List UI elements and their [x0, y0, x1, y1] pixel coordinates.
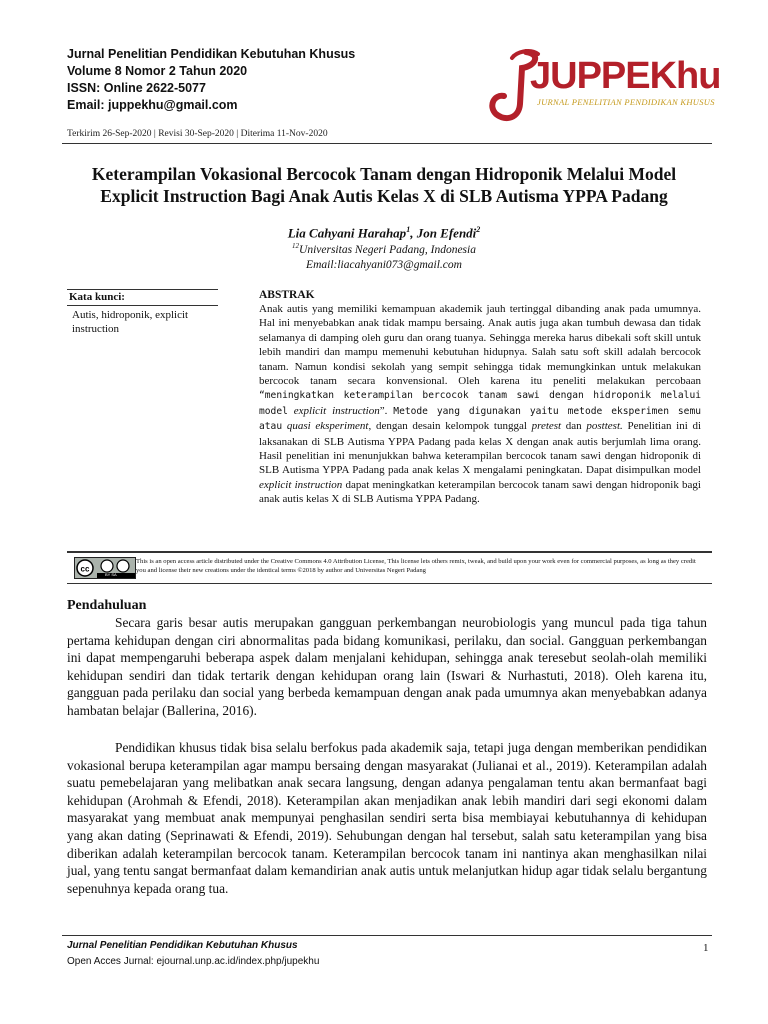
journal-name: Jurnal Penelitian Pendidikan Kebutuhan Khusus: [67, 47, 356, 61]
intro-paragraph-2: [67, 739, 707, 897]
author-2: Jon Efendi: [416, 225, 477, 241]
page-number: 1: [703, 942, 709, 954]
author-email: Email:liacahyani073@gmail.com: [306, 259, 462, 271]
paper-title: [60, 163, 708, 207]
abstract-body: [259, 302, 701, 507]
abstract-text-1: Anak autis yang memiliki kemampuan akademik jauh tertinggal dibanding anak pada umumnya. Hal ini menyebabkan anak tidak mampu bersaing. Anak autis juga akan tumbuh dewasa dan tidak selamanya di damping oleh guru dan orang tuanya. Sehingga mereka harus dibekali soft skill untuk lebih mandiri dan mampu memenuhi kebutuhan hidupnya. Salah satu soft skill adalah bercocok tanam. Namun kondisi sekolah yang sempit sehingga tidak memungkinkan untuk melakukan bercocok tanam secara konvensional. Oleh karena itu peneliti melakukan percobaan: [259, 303, 701, 388]
affiliation-name: Universitas Negeri Padang, Indonesia: [299, 243, 476, 256]
affiliation: [60, 242, 708, 256]
cc-badge-label: BY SA: [105, 572, 117, 577]
affiliation-sup: 12: [292, 242, 300, 250]
author-1: Lia Cahyani Harahap: [287, 225, 407, 241]
footer-url[interactable]: Open Acces Jurnal: ejournal.unp.ac.id/index.php/jupekhu: [67, 956, 320, 967]
intro-paragraph-1-text: Secara garis besar autis merupakan gangguan perkembangan neurobiologis yang muncul pada tiga tahun pertama kehidupan dengan ciri abnormalitas pada bidang komunikasi, perilaku, dan social. Gangguan perkembangan ini dapat mempengaruhi beberapa aspek dalam menjalani kehidupan, sehingga anak teresebut seolah-olah memiliki kehidupan sendiri dan tidak tertarik dengan kehidupan orang lain (Iswari & Nurhastuti, 2018). Oleh karena itu, gangguan pada perilaku dan social yang berbeda kemampuan dengan anak pada umumnya akan menyebabkan adanya hambatan belajar (Ballerina, 2016).: [67, 615, 707, 718]
svg-text:cc: cc: [80, 564, 90, 574]
cc-license-badge[interactable]: [74, 557, 136, 579]
logo-text: JUPPEKhu: [530, 55, 721, 97]
abstract-quote-end: ”.: [379, 404, 394, 417]
intro-paragraph-2-text: Pendidikan khusus tidak bisa selalu berfokus pada akademik saja, tetapi juga dengan memberikan pendidikan vokasional berupa keterampilan agar mampu bersaing dengan masyarakat (Julianai et al., 2019). Keterampilan adalah suatu pemebelajaran yang melibatkan anak secara langsung, dengan adanya pengalaman tentu akan bermanfaat bagi kehidupan (Arohmah & Efendi, 2018). Keterampilan akan menjadikan anak lebih mandiri dari segi ekonomi dalam masyarakat yang membuat anak mempunyai penghasilan sendiri serta bisa membiayai kebutuhannya di kehidupan yang akan dating (Seprinawati & Efendi, 2019). Sehubungan dengan hal tersebut, salah satu keterampilan yang bisa diberikan adalah keterampilan bercocok tanam. Keterampilan bercocok tanam ini nantinya akan menghasilkan nilai jual, yang tentu sangat bermanfaat dalam kemandirian anak autis untuk melanjutkan hidup agar tidak selalu bergantung sepenuhnya kepada orang tua.: [67, 740, 707, 896]
submission-dates: Terkirim 26-Sep-2020 | Revisi 30-Sep-2020 | Diterima 11-Nov-2020: [67, 129, 328, 139]
abstract-method: Metode yang digunakan yaitu metode eksperimen semu atau: [259, 405, 702, 433]
keywords-heading: Kata kunci:: [69, 291, 125, 303]
abstract-text-4: Penelitian ini di laksanakan di SLB Autisma YPPA Padang pada kelas X dengan anak autis berjumlah lima orang. Hasil penelitian ini menunjukkan bahwa keterampilan bercocok tanam sawi dengan hidroponik di SLB Autisma YPPA Padang pada anak kelas X mengalami peningkatan. Dapat disimpulkan model: [259, 420, 702, 477]
author-1-sup: 1: [406, 225, 411, 234]
abstract-text-5: dapat meningkatkan keterampilan bercocok tanam sawi dengan hidroponik bagi anak autis kelas X di SLB Autisma YPPA Padang.: [259, 478, 701, 506]
license-bottom-rule: [67, 583, 712, 584]
abstract-text-2: , dengan desain kelompok tunggal: [368, 420, 532, 433]
title-line-2: Explicit Instruction Bagi Anak Autis Kelas X di SLB Autisma YPPA Padang: [100, 186, 668, 206]
author-2-sup: 2: [476, 225, 481, 234]
title-line-1: Keterampilan Vokasional Bercocok Tanam dengan Hidroponik Melalui Model: [91, 164, 677, 184]
footer-divider: [62, 935, 712, 936]
journal-issn: ISSN: Online 2622-5077: [67, 81, 206, 95]
keywords-mid-rule: [67, 305, 218, 306]
author-list: [60, 225, 708, 241]
keywords-top-rule: [67, 289, 218, 290]
intro-paragraph-1: [67, 614, 707, 720]
license-top-rule: [67, 551, 712, 553]
keywords-text: Autis, hidroponik, explicit instruction: [72, 309, 189, 335]
abstract-italic-2: quasi eksperiment: [286, 420, 369, 433]
section-heading: Pendahuluan: [67, 598, 147, 613]
author-separator: ,: [410, 225, 417, 241]
abstract-heading: ABSTRAK: [259, 289, 315, 301]
journal-email: Email: juppekhu@gmail.com: [67, 98, 238, 112]
abstract-italic-3: pretest: [531, 420, 562, 433]
header-divider: [62, 143, 712, 144]
abstract-text-3: dan: [561, 420, 587, 433]
journal-volume: Volume 8 Nomor 2 Tahun 2020: [67, 64, 248, 78]
license-text: This is an open access article distributed under the Creative Commons 4.0 Attribution License, This license lets others remix, tweak, and build upon your work even for commercial purposes, as long as they credit you and license their new creations under the identical terms ©2018 by author and Universitas Negeri Padang: [136, 558, 696, 574]
abstract-quote: “meningkatkan keterampilan bercocok tanam sawi dengan hidroponik melalui model: [259, 390, 701, 417]
logo-subtitle: JURNAL PENELITIAN PENDIDIKAN KHUSUS: [537, 97, 715, 107]
journal-header: [67, 46, 355, 114]
abstract-italic-1: explicit instruction: [293, 404, 380, 417]
abstract-italic-4: posttest.: [586, 420, 623, 433]
abstract-italic-5: explicit instruction: [259, 478, 343, 491]
footer-journal: Jurnal Penelitian Pendidikan Kebutuhan Khusus: [67, 940, 298, 951]
